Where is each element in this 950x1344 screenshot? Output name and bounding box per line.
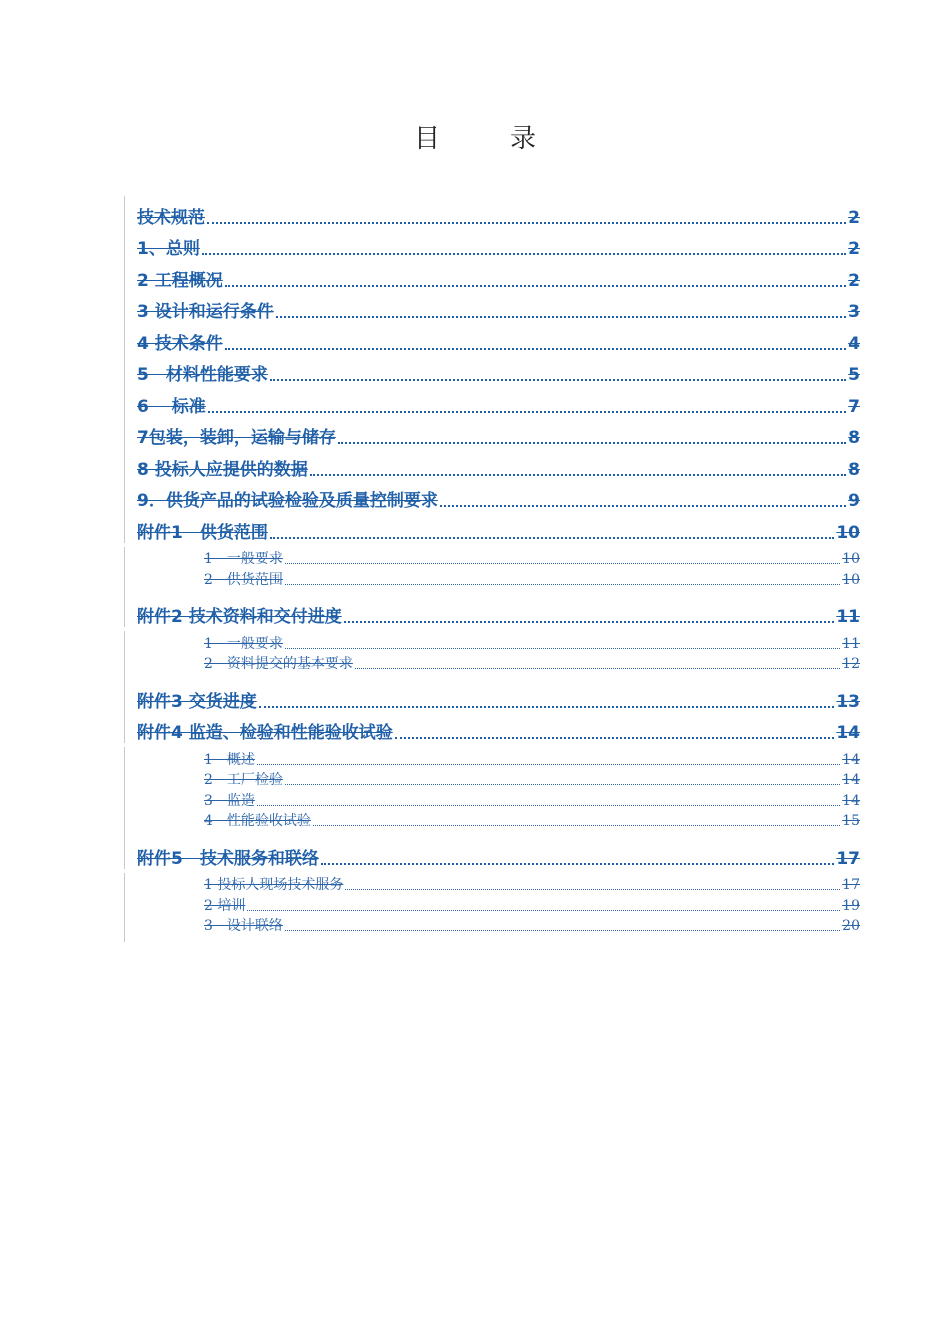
page-title: 目 录 — [413, 124, 558, 154]
toc-entry-label: 9．供货产品的试验检验及质量控制要求 — [137, 491, 438, 511]
leader-dots — [344, 620, 835, 623]
toc-entry-page: 8 — [848, 428, 860, 448]
toc-subentry-label: 2 资料提交的基本要求 — [204, 656, 353, 672]
table-of-contents — [124, 196, 860, 942]
toc-entry-page: 17 — [836, 848, 860, 869]
toc-entry-label: 附件4 监造、检验和性能验收试验 — [137, 723, 393, 743]
toc-subentry-label: 2 工厂检验 — [204, 772, 283, 788]
leader-dots — [313, 824, 840, 826]
toc-subentry-label: 3 监造 — [204, 792, 255, 809]
leader-dots — [285, 929, 840, 931]
toc-subentry[interactable] — [125, 893, 860, 914]
toc-entry-page: 5 — [848, 365, 860, 385]
toc-entry-page: 2 — [848, 207, 860, 228]
toc-entry-label: 5 材料性能要求 — [137, 365, 268, 385]
leader-dots — [257, 763, 840, 765]
toc-entry-label: 附件3 交货进度 — [137, 691, 257, 712]
toc-entry-appendix-1[interactable] — [125, 511, 860, 543]
toc-subentry-label: 1 投标人现场技术服务 — [204, 877, 344, 893]
toc-subentry-label: 1 一般要求 — [204, 551, 283, 567]
toc-entry[interactable] — [125, 448, 860, 480]
appendix-1-subentries — [124, 547, 860, 596]
leader-dots — [208, 410, 846, 413]
leader-dots — [202, 252, 846, 255]
toc-entry-page: 2 — [848, 239, 860, 259]
toc-subentry-page: 11 — [842, 635, 860, 652]
toc-subentry-label: 1 概述 — [204, 751, 255, 768]
toc-subentry[interactable] — [125, 631, 860, 652]
toc-entry[interactable] — [125, 291, 860, 323]
toc-subentry-page: 15 — [842, 813, 860, 829]
toc-entry[interactable] — [125, 354, 860, 386]
toc-entry-page: 3 — [848, 302, 860, 322]
toc-entry-label: 8 投标人应提供的数据 — [137, 459, 308, 480]
toc-subentry-page: 17 — [842, 877, 860, 893]
leader-dots — [285, 647, 840, 649]
toc-entry-page: 8 — [848, 459, 860, 480]
leader-dots — [207, 221, 846, 224]
toc-entry-page: 14 — [836, 723, 860, 743]
toc-entry[interactable] — [125, 417, 860, 449]
leader-dots — [321, 862, 834, 865]
toc-entry-page: 10 — [836, 522, 860, 543]
toc-subentry-label: 4 性能验收试验 — [204, 813, 311, 829]
appendix-2-subentries — [124, 631, 860, 680]
toc-subentry[interactable] — [125, 914, 860, 935]
toc-entry[interactable] — [125, 259, 860, 291]
toc-entry[interactable] — [125, 385, 860, 417]
toc-entry-label: 附件1 供货范围 — [137, 522, 268, 543]
leader-dots — [225, 284, 846, 287]
toc-entry-appendix-2[interactable] — [125, 596, 860, 628]
leader-dots — [338, 441, 846, 444]
leader-dots — [259, 705, 835, 708]
toc-entry-appendix-5[interactable] — [125, 837, 860, 869]
toc-entry-page: 13 — [836, 691, 860, 712]
leader-dots — [440, 504, 846, 507]
toc-subentry[interactable] — [125, 809, 860, 830]
toc-subentry[interactable] — [125, 768, 860, 789]
toc-subentry-page: 14 — [842, 792, 860, 809]
toc-entry[interactable] — [125, 480, 860, 512]
toc-subentry-page: 10 — [842, 551, 860, 567]
toc-subentry[interactable] — [125, 652, 860, 673]
toc-entry-page: 4 — [848, 333, 860, 354]
toc-subentry-page: 10 — [842, 571, 860, 588]
toc-entry-label: 4 技术条件 — [137, 333, 223, 354]
toc-subentry-label: 2 供货范围 — [204, 571, 283, 588]
leader-dots — [345, 888, 840, 890]
toc-entry-appendix-3[interactable] — [125, 680, 860, 712]
toc-entry-label: 1、总则 — [137, 239, 200, 259]
toc-entry[interactable] — [125, 196, 860, 228]
toc-subentry-page: 20 — [842, 918, 860, 934]
leader-dots — [355, 667, 840, 669]
leader-dots — [225, 347, 846, 350]
leader-dots — [285, 583, 840, 585]
leader-dots — [247, 909, 840, 911]
toc-subentry-label: 1 一般要求 — [204, 635, 283, 652]
toc-entry-label: 技术规范 — [137, 207, 205, 228]
toc-entry[interactable] — [125, 322, 860, 354]
toc-entry-appendix-4[interactable] — [125, 712, 860, 744]
toc-subentry-page: 19 — [842, 897, 860, 914]
toc-entry-label: 附件2 技术资料和交付进度 — [137, 607, 342, 627]
toc-entry-page: 9 — [848, 491, 860, 511]
toc-subentry-label: 2 培训 — [204, 897, 246, 914]
toc-entry-label: 2 工程概况 — [137, 270, 223, 291]
toc-subentry[interactable] — [125, 547, 860, 568]
toc-subentry-label: 3 设计联络 — [204, 918, 283, 934]
toc-subentry[interactable] — [125, 873, 860, 894]
appendix-5-subentries — [124, 873, 860, 943]
toc-subentry[interactable] — [125, 747, 860, 768]
leader-dots — [276, 315, 846, 318]
toc-entry-label: 附件5 技术服务和联络 — [137, 848, 319, 869]
toc-entry[interactable] — [125, 228, 860, 260]
toc-subentry-page: 14 — [842, 751, 860, 768]
toc-subentry-page: 12 — [842, 656, 860, 672]
leader-dots — [270, 536, 834, 539]
toc-subentry[interactable] — [125, 567, 860, 588]
appendix-4-subentries — [124, 747, 860, 837]
toc-entry-label: 3 设计和运行条件 — [137, 302, 274, 322]
toc-entry-page: 2 — [848, 270, 860, 291]
toc-subentry[interactable] — [125, 788, 860, 809]
leader-dots — [285, 562, 840, 564]
leader-dots — [257, 804, 840, 806]
leader-dots — [270, 378, 846, 381]
leader-dots — [395, 736, 835, 739]
toc-entry-page: 11 — [836, 607, 860, 627]
toc-entry-page: 7 — [848, 396, 860, 417]
leader-dots — [285, 783, 840, 785]
leader-dots — [310, 473, 846, 476]
toc-subentry-page: 14 — [842, 772, 860, 788]
toc-entry-label: 6 标准 — [137, 396, 206, 417]
toc-entry-label: 7包装，装卸，运输与储存 — [137, 428, 336, 448]
